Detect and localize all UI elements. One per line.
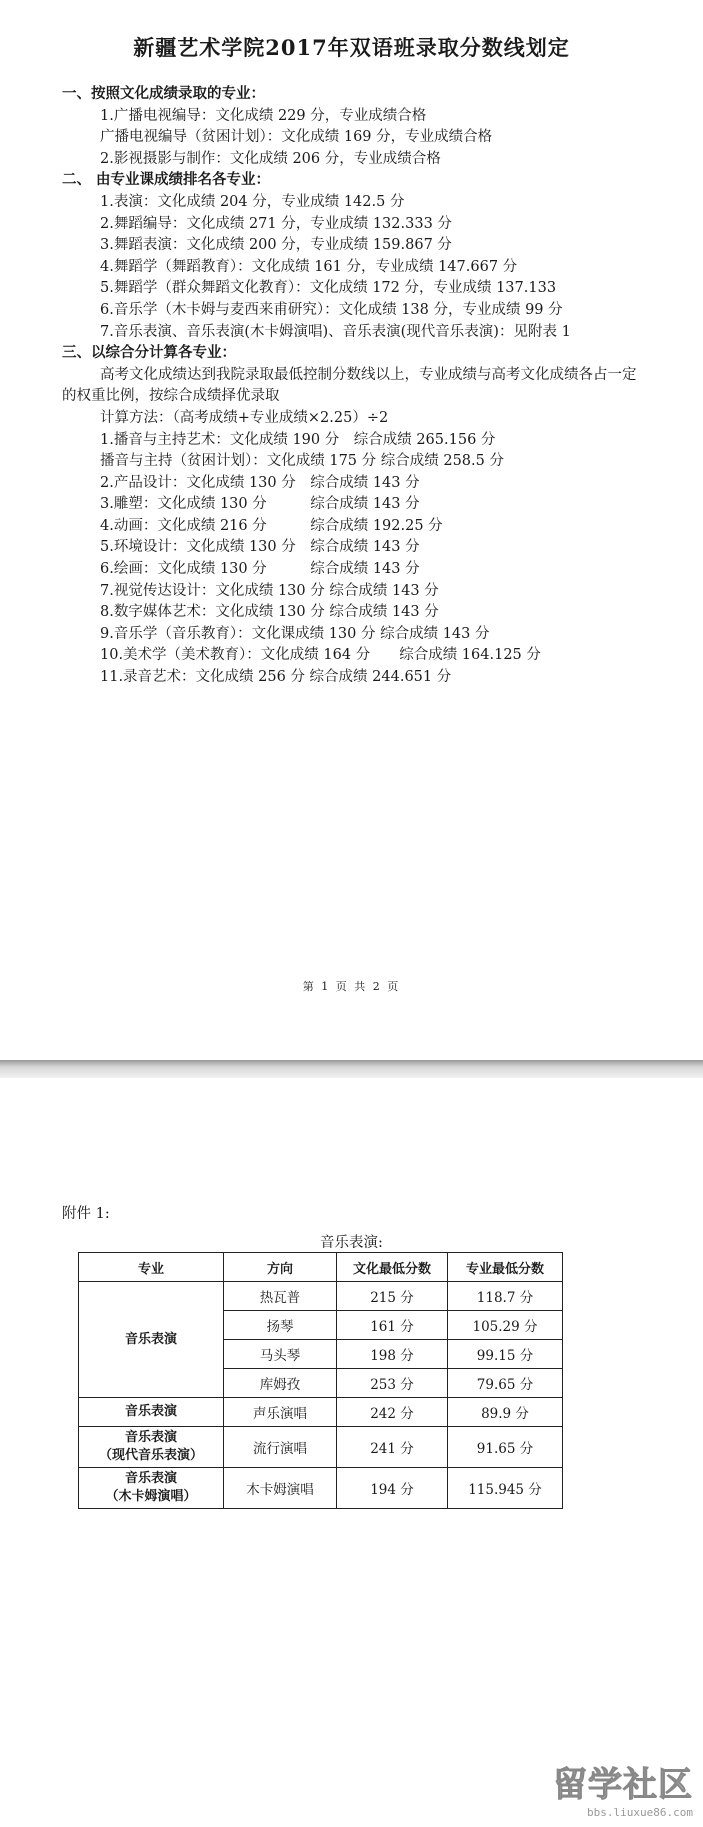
sec3-intro: 高考文化成绩达到我院录取最低控制分数线以上，专业成绩与高考文化成绩各占一定的权重比例，按综合成绩择优录取 [62, 366, 637, 405]
table-row [79, 1282, 563, 1311]
cell-prof: 115.945 分 [448, 1468, 563, 1509]
section-2-heading: 二、 由专业课成绩排名各专业： [62, 172, 271, 189]
sec1-item: 1.广播电视编导：文化成绩 229 分，专业成绩合格 [100, 107, 427, 124]
header-major: 专业 [79, 1253, 224, 1282]
document-body [62, 84, 642, 689]
cell-direction: 声乐演唱 [224, 1398, 337, 1427]
cell-major [79, 1468, 224, 1509]
sec2-item: 4.舞蹈学（舞蹈教育）：文化成绩 161 分，专业成绩 147.667 分 [100, 258, 518, 275]
cell-culture: 198 分 [337, 1340, 448, 1369]
cell-prof: 79.65 分 [448, 1369, 563, 1398]
sec2-item: 6.音乐学（木卡姆与麦西来甫研究）：文化成绩 138 分，专业成绩 99 分 [100, 301, 563, 318]
cell-direction: 扬琴 [224, 1311, 337, 1340]
major-line1: 音乐表演 [124, 1430, 177, 1445]
sec1-item: 2.影视摄影与制作：文化成绩 206 分，专业成绩合格 [100, 150, 441, 167]
table-header-row [79, 1253, 563, 1282]
cell-major: 音乐表演 [79, 1398, 224, 1427]
document-title: 新疆艺术学院2017年双语班录取分数线划定 [133, 35, 570, 60]
sec3-method: 计算方法：（高考成绩+专业成绩×2.25）÷2 [100, 409, 389, 426]
header-prof: 专业最低分数 [448, 1253, 563, 1282]
page-number: 第 1 页 共 2 页 [302, 980, 401, 993]
cell-prof: 99.15 分 [448, 1340, 563, 1369]
document-page-2 [0, 1078, 703, 1827]
header-direction: 方向 [224, 1253, 337, 1282]
cell-direction: 木卡姆演唱 [224, 1468, 337, 1509]
major-line2: （现代音乐表演） [98, 1448, 203, 1463]
section-3-heading: 三、以综合分计算各专业： [62, 345, 236, 362]
header-culture: 文化最低分数 [337, 1253, 448, 1282]
sec3-item: 11.录音艺术：文化成绩 256 分 综合成绩 244.651 分 [100, 669, 452, 686]
sec3-item: 8.数字媒体艺术：文化成绩 130 分 综合成绩 143 分 [100, 604, 439, 621]
cell-culture: 253 分 [337, 1369, 448, 1398]
cell-prof: 105.29 分 [448, 1311, 563, 1340]
watermark-text: 留学社区 [553, 1765, 693, 1805]
cell-direction: 马头琴 [224, 1340, 337, 1369]
table-row [79, 1468, 563, 1509]
cell-direction: 流行演唱 [224, 1427, 337, 1468]
sec3-item: 3.雕塑：文化成绩 130 分 综合成绩 143 分 [100, 496, 420, 513]
sec3-item: 1.播音与主持艺术：文化成绩 190 分 综合成绩 265.156 分 [100, 431, 496, 448]
cell-major [79, 1427, 224, 1468]
sec1-item: 广播电视编导（贫困计划）：文化成绩 169 分，专业成绩合格 [100, 129, 493, 146]
score-table [78, 1252, 563, 1509]
cell-culture: 194 分 [337, 1468, 448, 1509]
cell-culture: 242 分 [337, 1398, 448, 1427]
sec2-item: 3.舞蹈表演：文化成绩 200 分，专业成绩 159.867 分 [100, 237, 452, 254]
cell-prof: 91.65 分 [448, 1427, 563, 1468]
cell-culture: 161 分 [337, 1311, 448, 1340]
cell-direction: 库姆孜 [224, 1369, 337, 1398]
sec3-item: 播音与主持（贫困计划）：文化成绩 175 分 综合成绩 258.5 分 [100, 453, 504, 470]
watermark-logo [553, 1757, 693, 1819]
sec2-item: 5.舞蹈学（群众舞蹈文化教育）：文化成绩 172 分，专业成绩 137.133 [100, 280, 557, 297]
sec3-item: 9.音乐学（音乐教育）：文化课成绩 130 分 综合成绩 143 分 [100, 625, 490, 642]
sec3-item: 5.环境设计：文化成绩 130 分 综合成绩 143 分 [100, 539, 420, 556]
appendix-label: 附件 1: [62, 1206, 110, 1222]
sec2-item: 7.音乐表演、音乐表演(木卡姆演唱)、音乐表演(现代音乐表演)：见附表 1 [100, 323, 571, 340]
table-caption: 音乐表演: [320, 1235, 383, 1251]
sec3-item: 4.动画：文化成绩 216 分 综合成绩 192.25 分 [100, 517, 443, 534]
major-line1: 音乐表演 [124, 1471, 177, 1486]
table-row [79, 1427, 563, 1468]
sec3-item: 2.产品设计：文化成绩 130 分 综合成绩 143 分 [100, 474, 420, 491]
watermark-url: bbs.liuxue86.com [587, 1806, 693, 1819]
cell-major: 音乐表演 [79, 1282, 224, 1398]
sec2-item: 2.舞蹈编导：文化成绩 271 分，专业成绩 132.333 分 [100, 215, 452, 232]
page-separator [0, 1060, 703, 1078]
cell-direction: 热瓦普 [224, 1282, 337, 1311]
section-1-heading: 一、按照文化成绩录取的专业： [62, 86, 265, 102]
cell-culture: 215 分 [337, 1282, 448, 1311]
sec3-item: 10.美术学（美术教育）：文化成绩 164 分 综合成绩 164.125 分 [100, 647, 541, 664]
table-row [79, 1398, 563, 1427]
sec3-item: 7.视觉传达设计：文化成绩 130 分 综合成绩 143 分 [100, 582, 439, 599]
sec3-item: 6.绘画：文化成绩 130 分 综合成绩 143 分 [100, 561, 420, 578]
sec2-item: 1.表演：文化成绩 204 分，专业成绩 142.5 分 [100, 193, 405, 210]
cell-culture: 241 分 [337, 1427, 448, 1468]
major-line2: （木卡姆演唱） [105, 1489, 197, 1504]
cell-prof: 89.9 分 [448, 1398, 563, 1427]
cell-prof: 118.7 分 [448, 1282, 563, 1311]
